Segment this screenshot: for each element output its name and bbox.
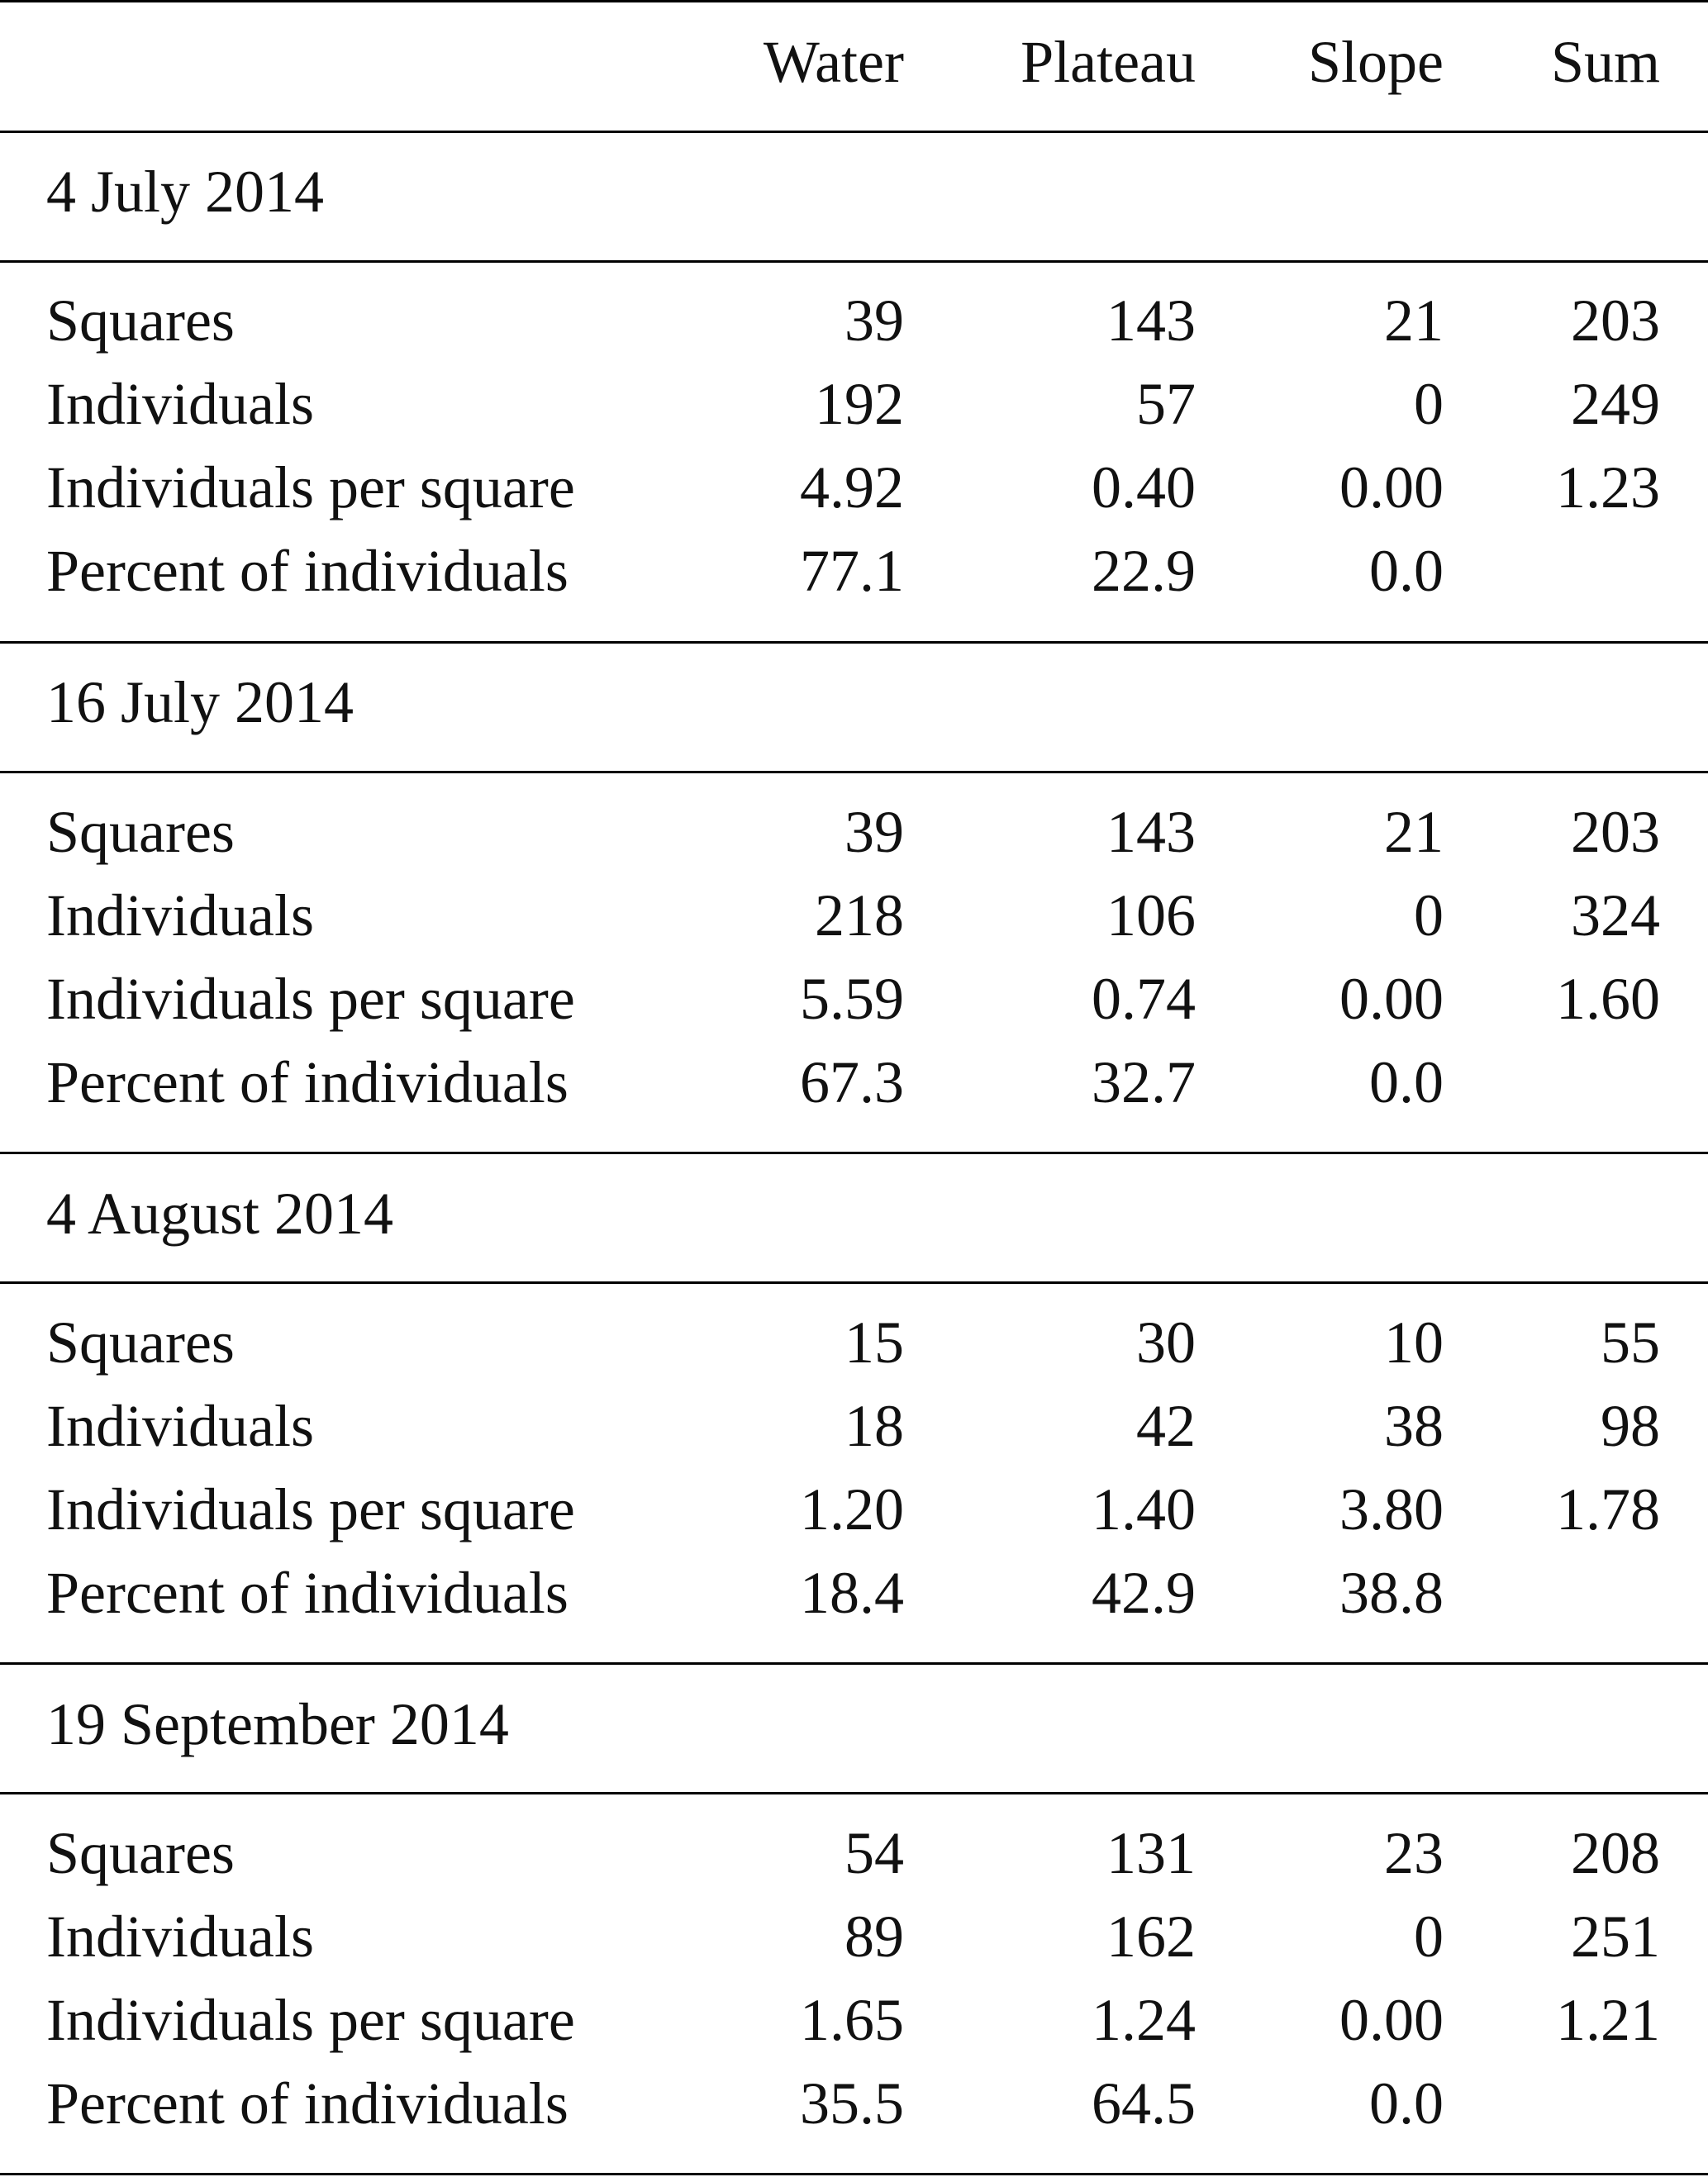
row-label: Individuals per square xyxy=(46,454,575,520)
table-row xyxy=(0,2062,1708,2145)
cell-slope: 21 xyxy=(1384,288,1444,354)
cell-slope: 10 xyxy=(1384,1310,1444,1376)
table-row xyxy=(0,958,1708,1040)
table-row xyxy=(0,874,1708,957)
cell-sum: 249 xyxy=(1571,371,1660,437)
column-header-plateau: Plateau xyxy=(1021,29,1196,95)
table-row xyxy=(0,1468,1708,1551)
cell-water: 15 xyxy=(844,1310,904,1376)
cell-water: 39 xyxy=(844,288,904,354)
row-label: Squares xyxy=(46,288,235,354)
table-row xyxy=(0,1895,1708,1978)
cell-sum: 1.21 xyxy=(1556,1987,1660,2053)
cell-plateau: 64.5 xyxy=(1092,2070,1196,2137)
table-row xyxy=(0,791,1708,873)
cell-plateau: 42 xyxy=(1136,1393,1196,1459)
cell-slope: 3.80 xyxy=(1339,1476,1444,1542)
cell-slope: 38 xyxy=(1384,1393,1444,1459)
cell-plateau: 42.9 xyxy=(1092,1560,1196,1626)
section-date: 16 July 2014 xyxy=(46,669,354,735)
table-row xyxy=(0,446,1708,529)
cell-water: 192 xyxy=(815,371,904,437)
cell-plateau: 57 xyxy=(1136,371,1196,437)
row-label: Squares xyxy=(46,799,235,865)
column-header-water: Water xyxy=(763,29,904,95)
cell-sum: 251 xyxy=(1571,1904,1660,1970)
cell-plateau: 0.40 xyxy=(1092,454,1196,520)
row-label: Individuals per square xyxy=(46,1476,575,1542)
cell-slope: 0.00 xyxy=(1339,966,1444,1032)
cell-water: 89 xyxy=(844,1904,904,1970)
table-row xyxy=(0,1385,1708,1467)
cell-water: 18.4 xyxy=(800,1560,904,1626)
cell-sum: 55 xyxy=(1601,1310,1660,1376)
cell-plateau: 131 xyxy=(1106,1820,1196,1886)
table-row xyxy=(0,363,1708,445)
column-header-sum: Sum xyxy=(1550,29,1660,95)
cell-sum: 324 xyxy=(1571,882,1660,948)
cell-slope: 23 xyxy=(1384,1820,1444,1886)
cell-water: 39 xyxy=(844,799,904,865)
section-date: 4 July 2014 xyxy=(46,159,325,225)
cell-water: 35.5 xyxy=(800,2070,904,2137)
section-rule xyxy=(0,260,1708,263)
cell-water: 54 xyxy=(844,1820,904,1886)
cell-sum: 208 xyxy=(1571,1820,1660,1886)
cell-slope: 0.0 xyxy=(1369,1049,1444,1115)
table-row xyxy=(0,530,1708,612)
cell-slope: 0 xyxy=(1414,1904,1444,1970)
row-label: Individuals xyxy=(46,882,314,948)
cell-plateau: 32.7 xyxy=(1092,1049,1196,1115)
cell-plateau: 1.40 xyxy=(1092,1476,1196,1542)
column-header-slope: Slope xyxy=(1307,29,1444,95)
section-rule xyxy=(0,1281,1708,1284)
table-bottom-rule xyxy=(0,2173,1708,2175)
cell-slope: 0.00 xyxy=(1339,1987,1444,2053)
header-rule xyxy=(0,131,1708,133)
cell-water: 218 xyxy=(815,882,904,948)
cell-water: 67.3 xyxy=(800,1049,904,1115)
cell-water: 18 xyxy=(844,1393,904,1459)
section-end-rule xyxy=(0,1662,1708,1665)
cell-water: 4.92 xyxy=(800,454,904,520)
table-top-rule xyxy=(0,0,1708,2)
row-label: Individuals xyxy=(46,1904,314,1970)
row-label: Squares xyxy=(46,1310,235,1376)
row-label: Individuals per square xyxy=(46,1987,575,2053)
cell-plateau: 0.74 xyxy=(1092,966,1196,1032)
cell-plateau: 143 xyxy=(1106,799,1196,865)
cell-water: 1.20 xyxy=(800,1476,904,1542)
section-date: 4 August 2014 xyxy=(46,1181,394,1247)
cell-slope: 0.0 xyxy=(1369,2070,1444,2137)
cell-sum: 1.23 xyxy=(1556,454,1660,520)
row-label: Individuals per square xyxy=(46,966,575,1032)
row-label: Individuals xyxy=(46,371,314,437)
section-rule xyxy=(0,771,1708,773)
cell-plateau: 30 xyxy=(1136,1310,1196,1376)
cell-plateau: 106 xyxy=(1106,882,1196,948)
row-label: Percent of individuals xyxy=(46,1560,569,1626)
cell-sum: 98 xyxy=(1601,1393,1660,1459)
cell-slope: 0 xyxy=(1414,371,1444,437)
cell-water: 1.65 xyxy=(800,1987,904,2053)
cell-plateau: 162 xyxy=(1106,1904,1196,1970)
cell-slope: 38.8 xyxy=(1339,1560,1444,1626)
cell-slope: 0.0 xyxy=(1369,538,1444,604)
section-rule xyxy=(0,1792,1708,1794)
cell-sum: 203 xyxy=(1571,799,1660,865)
section-end-rule xyxy=(0,1152,1708,1154)
section-date: 19 September 2014 xyxy=(46,1691,509,1757)
row-label: Percent of individuals xyxy=(46,1049,569,1115)
row-label: Percent of individuals xyxy=(46,538,569,604)
table-row xyxy=(0,1301,1708,1384)
cell-plateau: 143 xyxy=(1106,288,1196,354)
header-row xyxy=(0,21,1708,103)
table-row xyxy=(0,1812,1708,1894)
table-row xyxy=(0,279,1708,362)
cell-plateau: 22.9 xyxy=(1092,538,1196,604)
cell-water: 77.1 xyxy=(800,538,904,604)
table-row xyxy=(0,1979,1708,2061)
cell-slope: 21 xyxy=(1384,799,1444,865)
row-label: Individuals xyxy=(46,1393,314,1459)
row-label: Percent of individuals xyxy=(46,2070,569,2137)
row-label: Squares xyxy=(46,1820,235,1886)
cell-sum: 1.78 xyxy=(1556,1476,1660,1542)
table-row xyxy=(0,1041,1708,1124)
cell-sum: 203 xyxy=(1571,288,1660,354)
table-row xyxy=(0,1552,1708,1634)
cell-slope: 0 xyxy=(1414,882,1444,948)
section-end-rule xyxy=(0,641,1708,644)
cell-sum: 1.60 xyxy=(1556,966,1660,1032)
cell-water: 5.59 xyxy=(800,966,904,1032)
cell-plateau: 1.24 xyxy=(1092,1987,1196,2053)
cell-slope: 0.00 xyxy=(1339,454,1444,520)
